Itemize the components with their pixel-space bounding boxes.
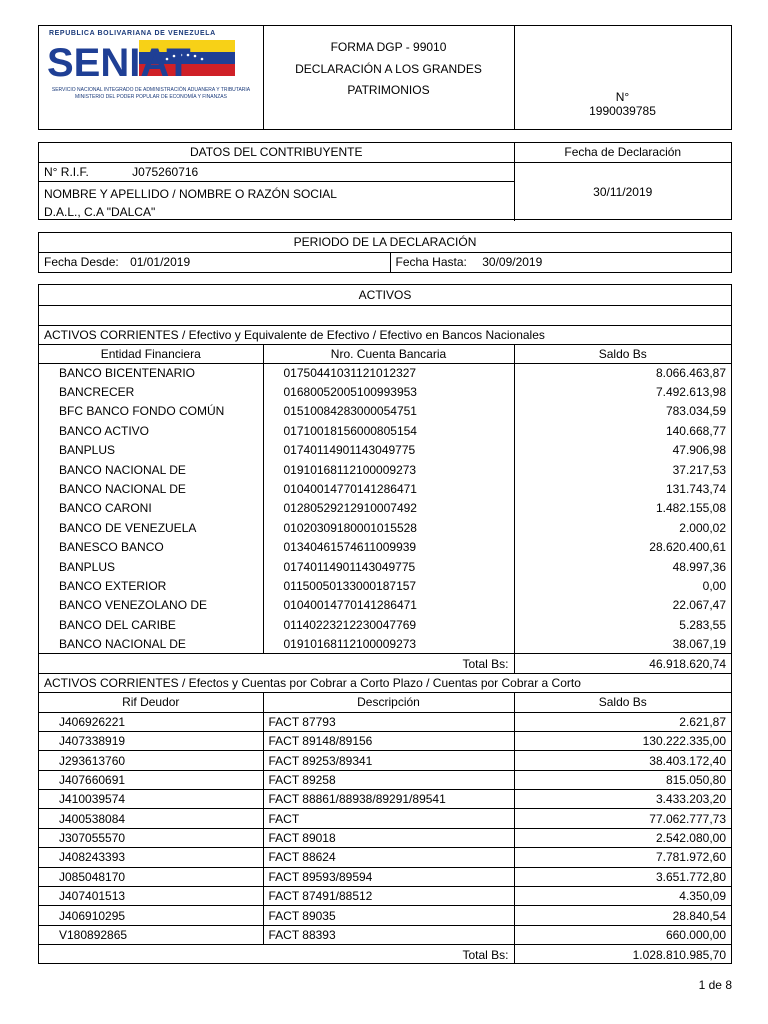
receivable-balance: 660.000,00 <box>514 925 731 944</box>
bank-row <box>39 363 731 382</box>
receivable-balance: 77.062.777,73 <box>514 809 731 828</box>
logo-top-text: REPUBLICA BOLIVARIANA DE VENEZUELA <box>49 30 216 37</box>
invoice-description: FACT <box>263 809 514 828</box>
bank-balance: 140.668,77 <box>665 423 727 438</box>
rif-label: N° R.I.F. <box>44 164 89 179</box>
name-cell <box>39 181 514 221</box>
name-label: NOMBRE Y APELLIDO / NOMBRE O RAZÓN SOCIAL <box>44 186 337 201</box>
bank-balance: 47.906,98 <box>672 443 727 458</box>
receivable-balance: 2.542.080,00 <box>514 828 731 847</box>
bank-name: BANESCO BANCO <box>39 538 263 557</box>
section1-total-value: 46.918.620,74 <box>514 654 731 673</box>
receivable-balance: 38.403.172,40 <box>514 751 731 770</box>
assets-title: ACTIVOS <box>39 285 731 305</box>
bank-balance: 0,00 <box>702 578 727 593</box>
logo-sub-line1: SERVICIO NACIONAL INTEGRADO DE ADMINISTRACIÓN ADUANERA Y TRIBUTARIA <box>51 87 251 93</box>
account-number: 01740114901143049775 <box>263 557 514 576</box>
debtor-rif: J307055570 <box>39 828 263 847</box>
invoice-description: FACT 87491/88512 <box>263 887 514 906</box>
bank-row <box>39 421 731 440</box>
form-title-line2: PATRIMONIOS <box>347 83 430 97</box>
period-from <box>39 252 390 272</box>
bank-balance: 5.283,55 <box>679 617 727 632</box>
seniat-logo-mark <box>47 36 239 84</box>
section1-total-label: Total Bs: <box>39 654 514 673</box>
account-number: 01280529212910007492 <box>263 499 514 518</box>
section2-header-desc: Descripción <box>263 693 514 712</box>
debtor-rif: J410039574 <box>39 790 263 809</box>
invoice-description: FACT 87793 <box>263 712 514 731</box>
account-number: 01910168112100009273 <box>263 634 514 653</box>
declaration-date-label: Fecha de Declaración <box>514 143 731 162</box>
bank-row <box>39 441 731 460</box>
name-value: D.A.L., C.A "DALCA" <box>44 204 156 219</box>
assets-blank-row <box>39 305 731 325</box>
bank-name: BANCO VENEZOLANO DE <box>39 596 263 615</box>
bank-balance: 48.997,36 <box>672 559 727 574</box>
bank-balance: 131.743,74 <box>665 482 727 497</box>
bank-name: BANCO NACIONAL DE <box>39 634 263 653</box>
bank-name: BANCO ACTIVO <box>39 421 263 440</box>
bank-row <box>39 460 731 479</box>
taxpayer-title: DATOS DEL CONTRIBUYENTE <box>39 143 514 162</box>
account-number: 01710018156000805154 <box>263 421 514 440</box>
bank-name: BANCRECER <box>39 382 263 401</box>
bank-row <box>39 576 731 595</box>
bank-balance: 2.000,02 <box>679 520 727 535</box>
debtor-rif: J407338919 <box>39 731 263 750</box>
section2-total-row <box>39 945 731 964</box>
account-number: 01680052005100993953 <box>263 382 514 401</box>
receivable-balance: 28.840,54 <box>514 906 731 925</box>
form-title-cell <box>263 26 515 129</box>
bank-name: BANCO DE VENEZUELA <box>39 518 263 537</box>
form-number-value: 1990039785 <box>589 104 656 118</box>
bank-name: BANCO CARONI <box>39 499 263 518</box>
form-number-cell <box>514 26 731 129</box>
bank-row <box>39 518 731 537</box>
section2-header-row <box>39 693 731 712</box>
period-to <box>390 252 731 272</box>
logo-brand: SENIAT <box>47 41 191 84</box>
form-header <box>38 25 732 130</box>
bank-balance: 38.067,19 <box>514 634 731 653</box>
logo-sub-line2: MINISTERIO DEL PODER POPULAR DE ECONOMÍA Y FINANZAS <box>75 94 227 100</box>
bank-name: BANCO DEL CARIBE <box>39 615 263 634</box>
invoice-description: FACT 89258 <box>263 770 514 789</box>
receivable-row <box>39 906 731 925</box>
form-code: FORMA DGP - 99010 <box>330 40 447 54</box>
receivable-row <box>39 867 731 886</box>
receivable-balance: 815.050,80 <box>514 770 731 789</box>
receivable-row <box>39 731 731 750</box>
bank-balance: 28.620.400,61 <box>649 540 727 555</box>
bank-balance: 8.066.463,87 <box>655 365 727 380</box>
bank-balance: 37.217,53 <box>672 462 727 477</box>
bank-balance: 783.034,59 <box>665 404 727 419</box>
rif-value: J075260716 <box>132 164 199 179</box>
section1-header-entity: Entidad Financiera <box>39 344 263 363</box>
receivable-row <box>39 751 731 770</box>
bank-row <box>39 499 731 518</box>
account-number: 01150050133000187157 <box>263 576 514 595</box>
bank-row <box>39 634 731 653</box>
debtor-rif: J406926221 <box>39 712 263 731</box>
receivable-row <box>39 712 731 731</box>
invoice-description: FACT 89018 <box>263 828 514 847</box>
debtor-rif: J085048170 <box>39 867 263 886</box>
receivable-row <box>39 887 731 906</box>
bank-row <box>39 402 731 421</box>
receivable-row <box>39 828 731 847</box>
debtor-rif: J400538084 <box>39 809 263 828</box>
section2-title-row <box>39 673 731 692</box>
bank-balance: 7.492.613,98 <box>655 385 727 400</box>
bank-name: BANCO NACIONAL DE <box>39 460 263 479</box>
form-title-line1: DECLARACIÓN A LOS GRANDES <box>295 62 482 76</box>
receivable-balance: 7.781.972,60 <box>514 848 731 867</box>
receivable-row <box>39 809 731 828</box>
bank-row <box>39 479 731 498</box>
account-number: 01510084283000054751 <box>263 402 514 421</box>
receivable-balance: 3.651.772,80 <box>514 867 731 886</box>
section2-header-balance: Saldo Bs <box>514 693 731 712</box>
period-to-value: 30/09/2019 <box>482 255 543 270</box>
bank-name: BANCO NACIONAL DE <box>39 479 263 498</box>
receivable-row <box>39 790 731 809</box>
bank-row <box>39 615 731 634</box>
page-number: 1 de 8 <box>698 978 732 992</box>
receivable-balance: 130.222.335,00 <box>514 731 731 750</box>
account-number: 01140223212230047769 <box>263 615 514 634</box>
invoice-description: FACT 89253/89341 <box>263 751 514 770</box>
bank-balance: 22.067,47 <box>672 598 727 613</box>
account-number: 01340461574611009939 <box>263 538 514 557</box>
account-number: 01740114901143049775 <box>263 441 514 460</box>
section1-header-account: Nro. Cuenta Bancaria <box>263 344 514 363</box>
section1-header-balance: Saldo Bs <box>514 344 731 363</box>
account-number: 01020309180001015528 <box>263 518 514 537</box>
section1-title: ACTIVOS CORRIENTES / Efectivo y Equivalente de Efectivo / Efectivo en Bancos Nacionales <box>39 325 731 344</box>
account-number: 01910168112100009273 <box>263 460 514 479</box>
receivable-row <box>39 848 731 867</box>
invoice-description: FACT 89593/89594 <box>263 867 514 886</box>
bank-name: BANPLUS <box>39 441 263 460</box>
declaration-date-value: 30/11/2019 <box>593 184 653 199</box>
debtor-rif: J407401513 <box>39 887 263 906</box>
section2-title: ACTIVOS CORRIENTES / Efectos y Cuentas por Cobrar a Corto Plazo / Cuentas por Cobrar a Corto <box>39 673 731 692</box>
debtor-rif: J407660691 <box>39 770 263 789</box>
section1-total-row <box>39 654 731 673</box>
form-number-label: N° <box>615 90 630 104</box>
account-number: 01040014770141286471 <box>263 596 514 615</box>
receivable-row <box>39 925 731 944</box>
bank-row <box>39 538 731 557</box>
period-from-value: 01/01/2019 <box>130 255 191 270</box>
bank-row <box>39 557 731 576</box>
receivable-balance: 4.350,09 <box>514 887 731 906</box>
period-from-label: Fecha Desde: <box>44 255 119 270</box>
rif-row <box>39 162 514 181</box>
bank-name: BFC BANCO FONDO COMÚN <box>39 402 263 421</box>
bank-name: BANCO BICENTENARIO <box>39 363 263 382</box>
bank-balance: 1.482.155,08 <box>655 501 727 516</box>
bank-name: BANPLUS <box>39 557 263 576</box>
debtor-rif: J293613760 <box>39 751 263 770</box>
debtor-rif: J406910295 <box>39 906 263 925</box>
seniat-logo <box>39 26 264 129</box>
section2-total-label: Total Bs: <box>39 945 514 964</box>
section2-total-value: 1.028.810.985,70 <box>632 947 727 962</box>
section2-header-rif: Rif Deudor <box>39 693 263 712</box>
period-section <box>38 232 732 273</box>
invoice-description: FACT 88624 <box>263 848 514 867</box>
assets-section <box>38 284 732 964</box>
invoice-description: FACT 89148/89156 <box>263 731 514 750</box>
bank-row <box>39 596 731 615</box>
period-title: PERIODO DE LA DECLARACIÓN <box>39 233 731 252</box>
debtor-rif: V180892865 <box>39 925 263 944</box>
receivable-row <box>39 770 731 789</box>
invoice-description: FACT 88393 <box>263 925 514 944</box>
invoice-description: FACT 89035 <box>263 906 514 925</box>
account-number: 01040014770141286471 <box>263 479 514 498</box>
receivable-balance: 2.621,87 <box>514 712 731 731</box>
invoice-description: FACT 88861/88938/89291/89541 <box>263 790 514 809</box>
period-to-label: Fecha Hasta: <box>395 255 467 270</box>
account-number: 01750441031121012327 <box>263 363 514 382</box>
bank-name: BANCO EXTERIOR <box>39 576 263 595</box>
taxpayer-section <box>38 142 732 220</box>
receivable-balance: 3.433.203,20 <box>514 790 731 809</box>
bank-row <box>39 382 731 401</box>
debtor-rif: J408243393 <box>39 848 263 867</box>
